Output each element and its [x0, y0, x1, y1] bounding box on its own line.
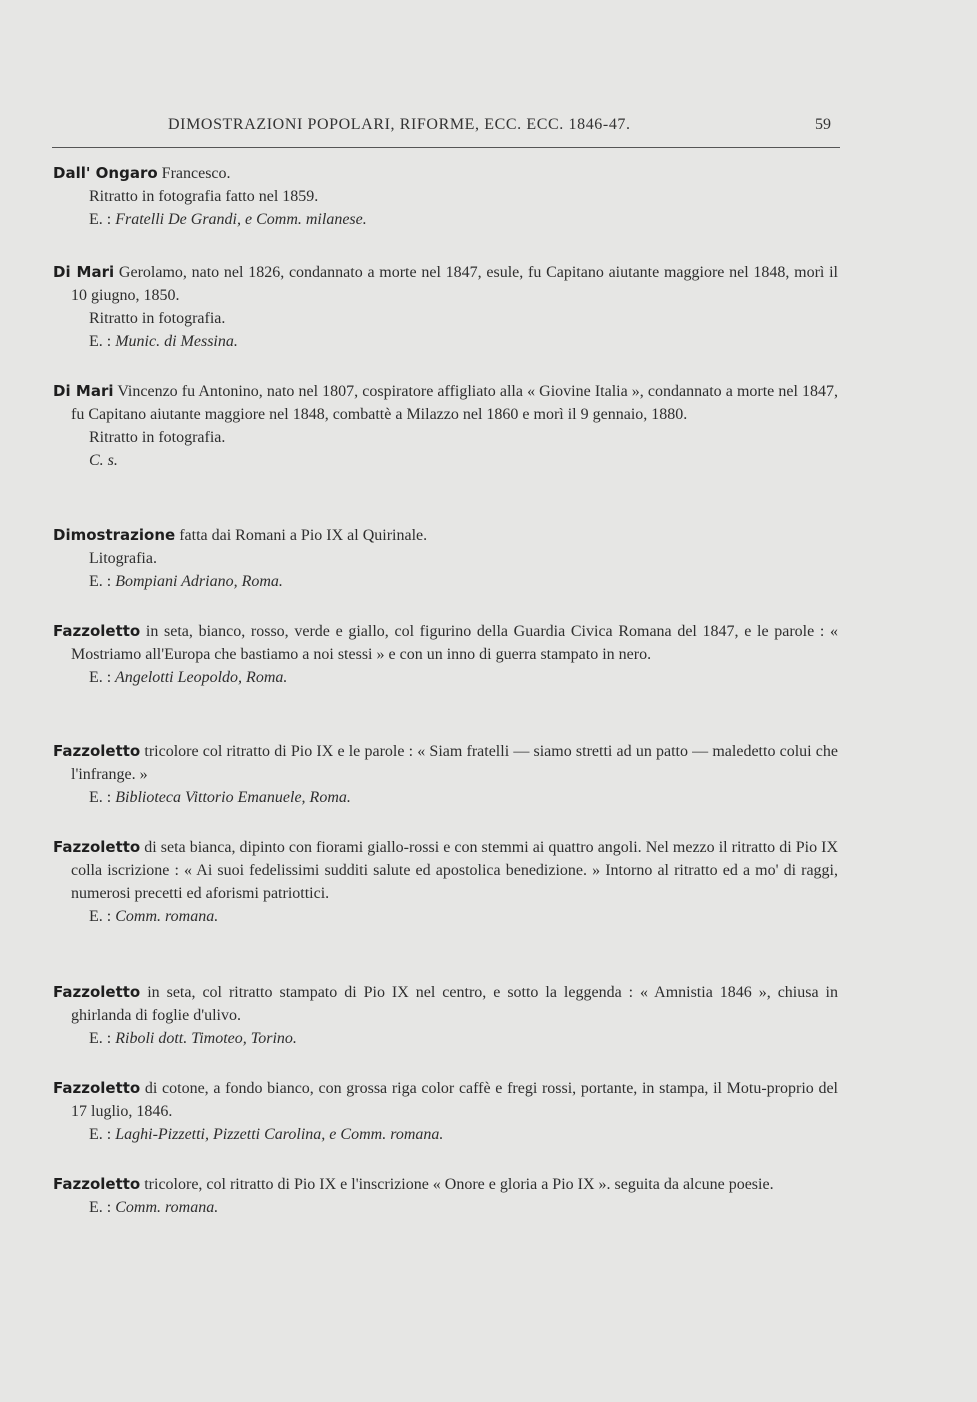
entry-heading: Dimostrazione: [53, 526, 176, 544]
entry-heading: Di Mari: [53, 382, 114, 400]
exhibitor-label: E. :: [89, 789, 112, 806]
entry-text: di seta bianca, dipinto con fiorami giallo-rossi e con stemmi ai quattro angoli. Nel mezzo il ritratto di Pio IX colla iscrizione : « Ai suoi fedelissimi sudditi salute ed apostolica benedizione. » Intorno al ritratto ed a mo' di raggi, numerosi precetti ed aforismi patriottici.: [71, 839, 839, 902]
entry-description: [53, 380, 838, 426]
entry-text: Francesco.: [161, 165, 231, 182]
catalog-entry: [53, 620, 838, 689]
entry-note: Ritratto in fotografia.: [89, 429, 226, 446]
exhibitor-name: Comm. romana.: [115, 908, 219, 925]
exhibitor-name: Fratelli De Grandi, e Comm. milanese.: [115, 211, 367, 228]
entry-exhibitor: [53, 1027, 838, 1050]
entry-text: in seta, bianco, rosso, verde e giallo, col figurino della Guardia Civica Romana del 1847, e le parole : « Mostriamo all'Europa che bastiamo a noi stessi » e con un inno di guerra stampato in nero.: [71, 623, 839, 663]
exhibitor-name: Munic. di Messina.: [115, 333, 238, 350]
exhibitor-label: E. :: [89, 211, 112, 228]
catalog-entry: [53, 261, 838, 353]
entry-note: Ritratto in fotografia fatto nel 1859.: [89, 188, 319, 205]
entry-description: [53, 740, 838, 786]
entry-note: Litografia.: [89, 550, 157, 567]
catalog-entry: [53, 1173, 838, 1219]
page-number: 59: [815, 116, 831, 133]
entry-exhibitor: [53, 1123, 838, 1146]
catalog-entry: [53, 740, 838, 809]
entry-description: [53, 981, 838, 1027]
entry-heading: Fazzoletto: [53, 1079, 141, 1097]
entry-description: [53, 1077, 838, 1123]
entry-exhibitor: [53, 449, 838, 472]
exhibitor-name: C. s.: [89, 452, 118, 469]
entry-description: [53, 836, 838, 905]
entry-text: Vincenzo fu Antonino, nato nel 1807, cospiratore affigliato alla « Giovine Italia », condannato a morte nel 1847, fu Capitano aiutante maggiore nel 1848, combattè a Milazzo nel 1860 e morì il 9 gennaio, 1880.: [71, 383, 839, 423]
entry-exhibitor: [53, 905, 838, 928]
exhibitor-label: E. :: [89, 573, 112, 590]
entry-heading: Fazzoletto: [53, 983, 141, 1001]
exhibitor-name: Biblioteca Vittorio Emanuele, Roma.: [115, 789, 351, 806]
entry-description: [53, 524, 838, 547]
exhibitor-name: Riboli dott. Timoteo, Torino.: [115, 1030, 297, 1047]
entry-description: [53, 1173, 838, 1196]
entry-text: fatta dai Romani a Pio IX al Quirinale.: [179, 527, 428, 544]
entry-heading: Fazzoletto: [53, 838, 141, 856]
entry-heading: Dall' Ongaro: [53, 164, 158, 182]
entry-note: Ritratto in fotografia.: [89, 310, 226, 327]
catalog-entry: [53, 524, 838, 593]
entry-heading: Fazzoletto: [53, 1175, 141, 1193]
exhibitor-label: E. :: [89, 908, 112, 925]
entry-exhibitor: [53, 330, 838, 353]
entry-exhibitor: [53, 208, 838, 231]
entry-exhibitor: [53, 786, 838, 809]
exhibitor-label: E. :: [89, 1030, 112, 1047]
entry-description: [53, 162, 838, 185]
entry-exhibitor: [53, 1196, 838, 1219]
entry-heading: Fazzoletto: [53, 742, 141, 760]
entry-text: di cotone, a fondo bianco, con grossa riga color caffè e fregi rossi, portante, in stampa, il Motu-proprio del 17 luglio, 1846.: [71, 1080, 838, 1120]
entry-exhibitor: [53, 570, 838, 593]
running-header: DIMOSTRAZIONI POPOLARI, RIFORME, ECC. ECC. 1846-47.: [168, 116, 631, 133]
exhibitor-name: Comm. romana.: [115, 1199, 219, 1216]
exhibitor-name: Laghi-Pizzetti, Pizzetti Carolina, e Comm. romana.: [115, 1126, 444, 1143]
exhibitor-label: E. :: [89, 1199, 112, 1216]
entry-exhibitor: [53, 666, 838, 689]
header-rule: [52, 147, 840, 148]
catalog-entry: [53, 1077, 838, 1146]
entry-description: [53, 620, 838, 666]
catalog-entry: [53, 162, 838, 231]
entry-text: tricolore col ritratto di Pio IX e le parole : « Siam fratelli — siamo stretti ad un patto — maledetto colui che l'infrange. »: [71, 743, 838, 783]
entry-description: [53, 261, 838, 307]
catalog-entry: [53, 836, 838, 928]
exhibitor-name: Angelotti Leopoldo, Roma.: [114, 669, 288, 686]
entry-heading: Fazzoletto: [53, 622, 141, 640]
exhibitor-label: E. :: [89, 669, 112, 686]
entry-text: tricolore, col ritratto di Pio IX e l'inscrizione « Onore e gloria a Pio IX ». seguita da alcune poesie.: [144, 1176, 774, 1193]
exhibitor-label: E. :: [89, 1126, 112, 1143]
entry-heading: Di Mari: [53, 263, 115, 281]
entry-text: Gerolamo, nato nel 1826, condannato a morte nel 1847, esule, fu Capitano aiutante maggiore nel 1848, morì il 10 giugno, 1850.: [71, 264, 839, 304]
exhibitor-name: Bompiani Adriano, Roma.: [115, 573, 283, 590]
catalog-entry: [53, 981, 838, 1050]
entry-text: in seta, col ritratto stampato di Pio IX nel centro, e sotto la leggenda : « Amnistia 1846 », chiusa in ghirlanda di foglie d'ulivo.: [71, 984, 838, 1024]
exhibitor-label: E. :: [89, 333, 112, 350]
catalog-entry: [53, 380, 838, 472]
